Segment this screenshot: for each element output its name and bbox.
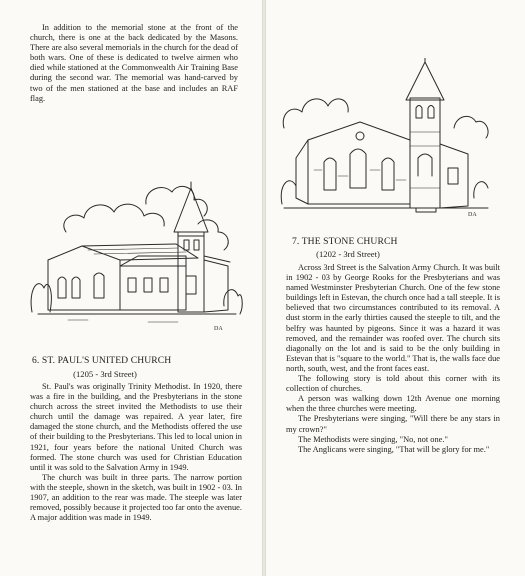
stone-church-sketch — [278, 58, 494, 218]
section-heading-st-pauls: 6. ST. PAUL'S UNITED CHURCH — [32, 355, 172, 366]
stone-church-paragraph-3: A person was walking down 12th Avenue one morning when the three churches were meeting. — [286, 394, 500, 414]
st-pauls-paragraph-2: The church was built in three parts. The narrow portion with the steeple, shown in the sketch, was built in 1902 - 03. In 1907, an addition to the rear was made. The steeple was later removed, possibly because it projected too far onto the avenue. A major addition was made in 1949. — [30, 472, 242, 523]
st-pauls-body — [30, 382, 242, 523]
left-page — [0, 0, 262, 576]
right-page — [266, 0, 525, 576]
memorial-intro — [30, 23, 238, 104]
stone-church-paragraph-4: The Presbyterians were singing, "Will there be any stars in my crown?" — [286, 414, 500, 434]
stone-church-paragraph-5: The Methodists were singing, "No, not one." — [298, 434, 448, 444]
stone-church-body — [286, 263, 500, 455]
st-pauls-church-sketch — [28, 180, 246, 335]
stone-church-paragraph-1: Across 3rd Street is the Salvation Army Church. It was built in 1902 - 03 by George Rooks for the Presbyterians and was named Westminster Presbyterian Church. One of the few stone buildings left in Estevan, the church once had a tall steeple. It is believed that two circumstances contributed to its removal. A dust storm in the early thirties caused the steeple to tilt, and the belfry was haunted by pigeons. Since it was a hazard it was removed, and the remainder was roofed over. The church sits diagonally on the lot and is said to be the only building in Estevan that is "square to the world." That is, the walls face due north, south, west, and the front faces east. — [286, 263, 500, 373]
section-address-st-pauls: (1205 - 3rd Street) — [73, 369, 137, 379]
intro-paragraph: In addition to the memorial stone at the front of the church, there is one at the back dedicated by the Masons. There are also several memorials in the church for the dead of both wars. One of these is dedicated to twelve airmen who died while stationed at the Commonwealth Air Training Base during the second war. The memorial was hand-carved by two of the men stationed at the base and includes an RAF flag. — [30, 23, 238, 103]
section-address-stone-church: (1202 - 3rd Street) — [316, 249, 380, 259]
st-pauls-paragraph-1: St. Paul's was originally Trinity Methodist. In 1920, there was a fire in the building, and the Presbyterians in the stone church across the street invited the Methodists to use their church until the damage was repaired. A year later, fire damaged the stone church, and the Methodists offered the use of their building to the Presbyterians. This led to local union in 1921, four years before the national United Church was formed. The stone church was used for Christian Education until it was sold to the Salvation Army in 1949. — [30, 382, 242, 472]
sketch-initials-right: DA — [468, 212, 477, 218]
stone-church-paragraph-6: The Anglicans were singing, "That will be glory for me." — [298, 444, 490, 454]
stone-church-paragraph-2: The following story is told about this corner with its collection of churches. — [286, 374, 500, 394]
sketch-initials-left: DA — [214, 326, 223, 332]
section-heading-stone-church: 7. THE STONE CHURCH — [292, 236, 398, 247]
